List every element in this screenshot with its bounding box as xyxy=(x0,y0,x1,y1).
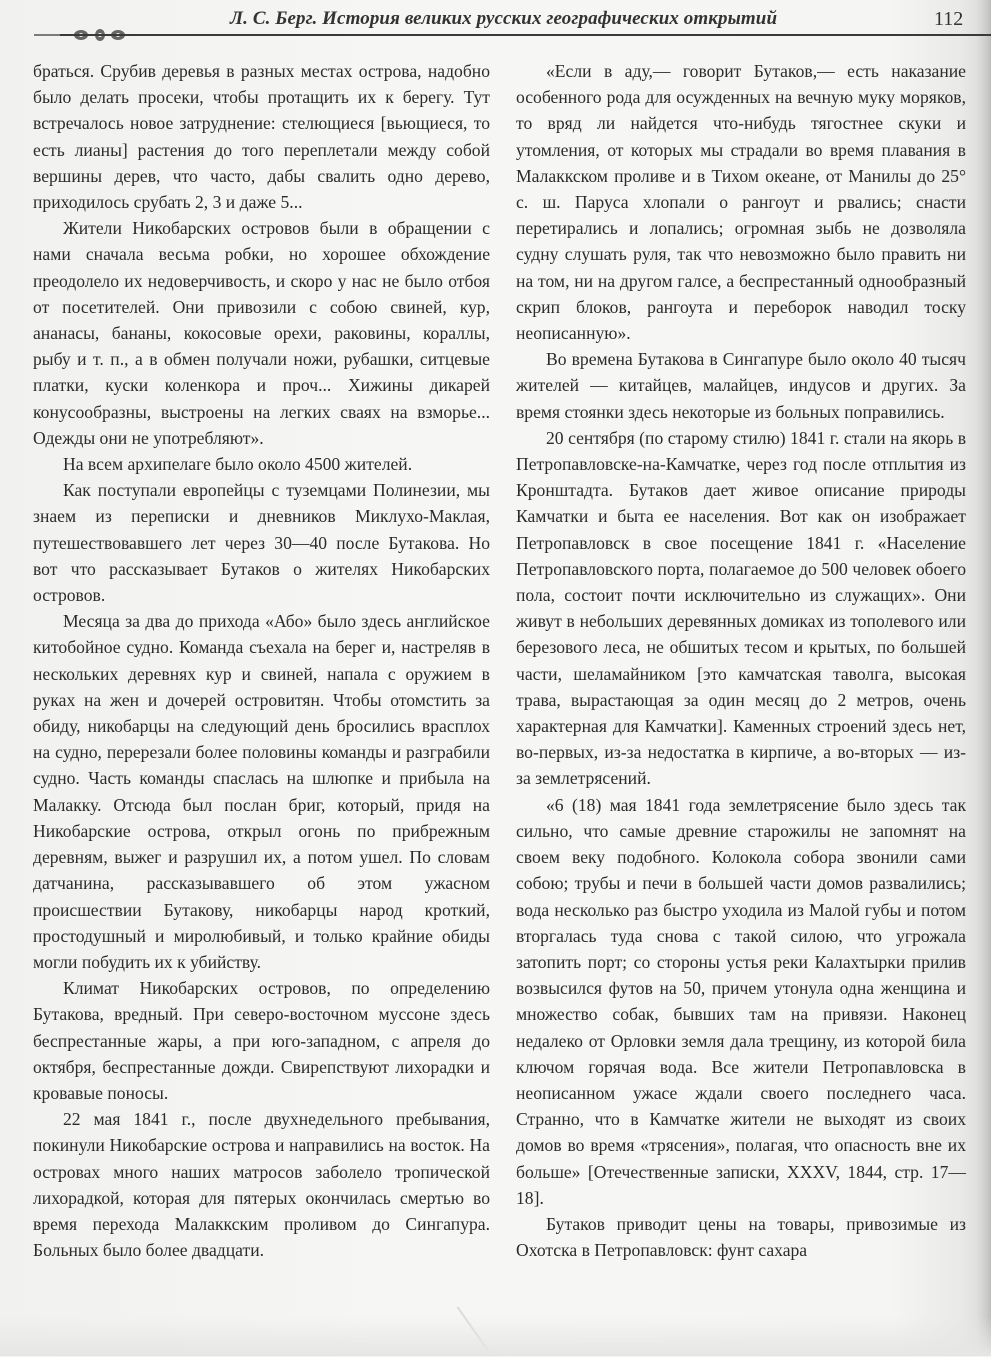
paragraph: «Если в аду,— говорит Бутаков,— есть наказание особенного рода для осужденных на вечную муку моряков, то вряд ли найдется что-нибудь тягостнее скуки и утомления, от которых мы страдали во время плавания в Малаккском проливе и в Тихом океане, от Манилы до 25° с. ш. Паруса хлопали о рангоут и рвались; снасти перетирались и лопались; огромная зыбь не дозволяла судну слушать руля, так что невозможно было править ни на том, ни на другом галсе, а беспрестанный однообразный скрип блоков, рангоута и переборок наводил тоску неописанную». xyxy=(516,61,966,344)
paragraph: Как поступали европейцы с туземцами Полинезии, мы знаем из переписки и дневников Миклухо-Маклая, путешествовавшего лет через 30—40 после Бутакова. Но вот что рассказывает Бутаков о жителях Никобарских островов. xyxy=(33,480,490,606)
page-binding-shadow xyxy=(977,0,991,1356)
left-text-column xyxy=(33,58,490,1263)
paragraph: Месяца за два до прихода «Або» было здесь английское китобойное судно. Команда съехала на берег и, настреляв в нескольких деревнях кур и свиней, напала с оружием в руках на жен и дочерей островитян. Чтобы отомстить за обиду, никобарцы на следующий день бросились врасплох на судно, перерезали более половины команды и разграбили судно. Часть команды спаслась на шлюпке и прибыла на Малакку. Отсюда был послан бриг, который, придя на Никобарские острова, открыл огонь по прибрежным деревням, выжег и разрушил их, а потом ушел. По словам датчанина, рассказывавшего об этом ужасном происшествии Бутакову, никобарцы народ кроткий, простодушный и миролюбивый, и только крайние обиды могли побудить их к убийству. xyxy=(33,611,490,972)
paragraph: Во времена Бутакова в Сингапуре было около 40 тысяч жителей — китайцев, малайцев, индусов и других. За время стоянки здесь некоторые из больных поправились. xyxy=(516,349,966,422)
paragraph: браться. Срубив деревья в разных местах острова, надобно было делать просеки, чтобы протащить их к берегу. Тут встречалось новое затруднение: стелющиеся [вьющиеся, то есть лианы] растения до того переплетали между собой вершины дерев, что часто, дабы свалить одно дерево, приходилось срубать 2, 3 и даже 5... xyxy=(33,61,490,213)
paragraph: Бутаков приводит цены на товары, привозимые из Охотска в Петропавловск: фунт сахара xyxy=(516,1213,966,1261)
paragraph: На всем архипелаге было около 4500 жителей. xyxy=(63,454,413,475)
paragraph: Климат Никобарских островов, по определению Бутакова, вредный. При северо-восточном муссоне здесь беспрестанные жары, а при юго-западном, с апреля до октября, беспрестанные дожди. Свирепствуют лихорадки и кровавые поносы. xyxy=(33,978,490,1103)
header-rule-divider xyxy=(60,34,991,36)
paragraph: Жители Никобарских островов были в обращении с нами сначала весьма робки, но хорошее обхождение преодолело их недоверчивость, и скоро у нас не было отбоя от посетителей. Они привозили с собою свиней, кур, ананасы, бананы, кокосовые орехи, раковины, кораллы, рыбу и т. п., а в обмен получали ножи, рубашки, ситцевые платки, куски коленкора и проч... Хижины дикарей конусообразны, выстроены на легких сваях на взморье... Одежды они не употребляют». xyxy=(33,218,490,448)
page-bottom-shadow xyxy=(0,1316,991,1356)
paragraph: 20 сентября (по старому стилю) 1841 г. стали на якорь в Петропавловске-на-Камчатке, через год после отплытия из Кронштадта. Бутаков дает живое описание природы Камчатки и быта ее населения. Вот как он изображает Петропавловск в свое посещение 1841 г. «Население Петропавловского порта, полагаемое до 500 человек обоего пола, состоит почти исключительно из служащих». Они живут в небольших деревянных домиках из тополевого или березового леса, не обшитых тесом и крытых, по большей части, шеламайником [это камчатская таволга, высокая трава, вырастающая за один месяц до 2 метров, очень характерная для Камчатки]. Каменных строений здесь нет, во-первых, из-за недостатка в кирпиче, а во-вторых — из-за землетрясений. xyxy=(516,427,966,789)
right-text-column xyxy=(516,58,966,1263)
running-title: Л. С. Берг. История великих русских географических открытий xyxy=(230,8,778,29)
paragraph: 22 мая 1841 г., после двухнедельного пребывания, покинули Никобарские острова и направились на восток. На островах много наших матросов заболело тропической лихорадкой, которая для пятерых окончилась смертью во время перехода Малаккским проливом до Сингапура. Больных было более двадцати. xyxy=(33,1109,490,1261)
paragraph: «6 (18) мая 1841 года землетрясение было здесь так сильно, что самые древние старожилы не запомнят на своем веку подобного. Колокола собора звонили сами собою; трубы и печи в большей части домов развалились; вода несколько раз быстро уходила из Малой губы и потом вторгалась туда снова с такой силою, что угрожала затопить порт; со стороны устья реки Калахтырки прилив возвысился футов на 50, причем утонула одна женщина и множество собак, бывших там на привязи. Наконец недалеко от Орловки земля дала трещину, из которой била ключом горячая вода. Все жители Петропавловска в неописанном ужасе ждали своего последнего часа. Странно, что в Камчатке жители не выходят из своих домов во время «трясения», полагая, что опасность вне их больше» [Отечественные записки, XXXV, 1844, стр. 17—18]. xyxy=(516,794,966,1208)
page-number: 112 xyxy=(934,8,964,30)
page-header xyxy=(0,0,991,48)
